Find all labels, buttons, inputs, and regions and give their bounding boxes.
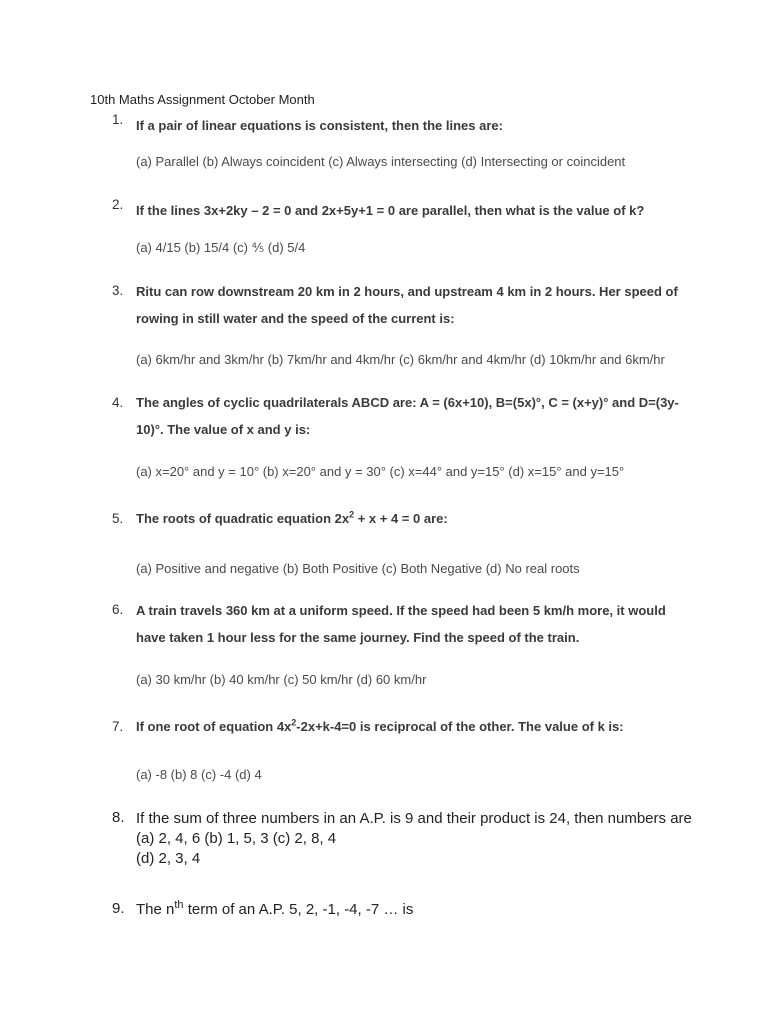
question-text: If one root of equation $4x^2-2x+k-4=0$ is reciprocal of the other. The value of k is: <box>136 717 624 734</box>
question-options: (a) -8 (b) 8 (c) -4 (d) 4 <box>136 767 262 782</box>
question-number: 1. <box>112 112 124 127</box>
question-number: 2. <box>112 197 124 212</box>
question-number: 7. <box>112 719 124 734</box>
question-text: If the lines 3x+2ky – 2 = 0 and 2x+5y+1 = 0 are parallel, then what is the value of k? <box>136 203 645 218</box>
question-text: A train travels 360 km at a uniform speed. If the speed had been 5 km/h more, it would have taken 1 hour less for the same journey. Find the speed of the train. <box>136 603 666 645</box>
question-options: (d) 2, 3, 4 <box>136 850 201 867</box>
question-number: 3. <box>112 283 124 298</box>
question-text: The roots of quadratic equation $2x^2 + x + 4 = 0$ are: <box>136 509 448 526</box>
question-number: 9. <box>112 900 125 917</box>
superscript: 2 <box>349 509 355 520</box>
question-options: (a) 4/15 (b) 15/4 (c) ⅘ (d) 5/4 <box>136 240 306 255</box>
question-text: If a pair of linear equations is consistent, then the lines are: <box>136 118 503 133</box>
question-options: (a) x=20° and y = 10° (b) x=20° and y = 30° (c) x=44° and y=15° (d) x=15° and y=15° <box>136 464 625 479</box>
question-line: If the sum of three numbers in an A.P. is 9 and their product is 24, then numbers are <box>136 810 692 827</box>
question-number: 8. <box>112 809 125 826</box>
question-options: (a) 30 km/hr (b) 40 km/hr (c) 50 km/hr (d) 60 km/hr <box>136 672 427 687</box>
question-options: (a) 6km/hr and 3km/hr (b) 7km/hr and 4km/hr (c) 6km/hr and 4km/hr (d) 10km/hr and 6km/hr <box>136 352 665 367</box>
question-text: Ritu can row downstream 20 km in 2 hours, and upstream 4 km in 2 hours. Her speed of rowing in still water and the speed of the current is: <box>136 284 678 326</box>
question-text <box>136 809 692 869</box>
question-text: The angles of cyclic quadrilaterals ABCD are: A = (6x+10), B=(5x)°, C = (x+y)° and D=(3y-10)°. The value of x and y is: <box>136 395 679 437</box>
question-text: The $n^{th}$ term of an A.P. 5, 2, -1, -4, -7 … is <box>136 899 414 918</box>
superscript: 2 <box>291 717 297 728</box>
question-number: 5. <box>112 511 124 526</box>
question-options: (a) Positive and negative (b) Both Positive (c) Both Negative (d) No real roots <box>136 561 580 576</box>
question-number: 6. <box>112 602 124 617</box>
question-options: (a) Parallel (b) Always coincident (c) Always intersecting (d) Intersecting or coincident <box>136 154 626 169</box>
document-title: 10th Maths Assignment October Month <box>90 92 315 107</box>
question-number: 4. <box>112 395 124 410</box>
question-options: (a) 2, 4, 6 (b) 1, 5, 3 (c) 2, 8, 4 <box>136 830 337 847</box>
superscript: th <box>174 899 184 911</box>
